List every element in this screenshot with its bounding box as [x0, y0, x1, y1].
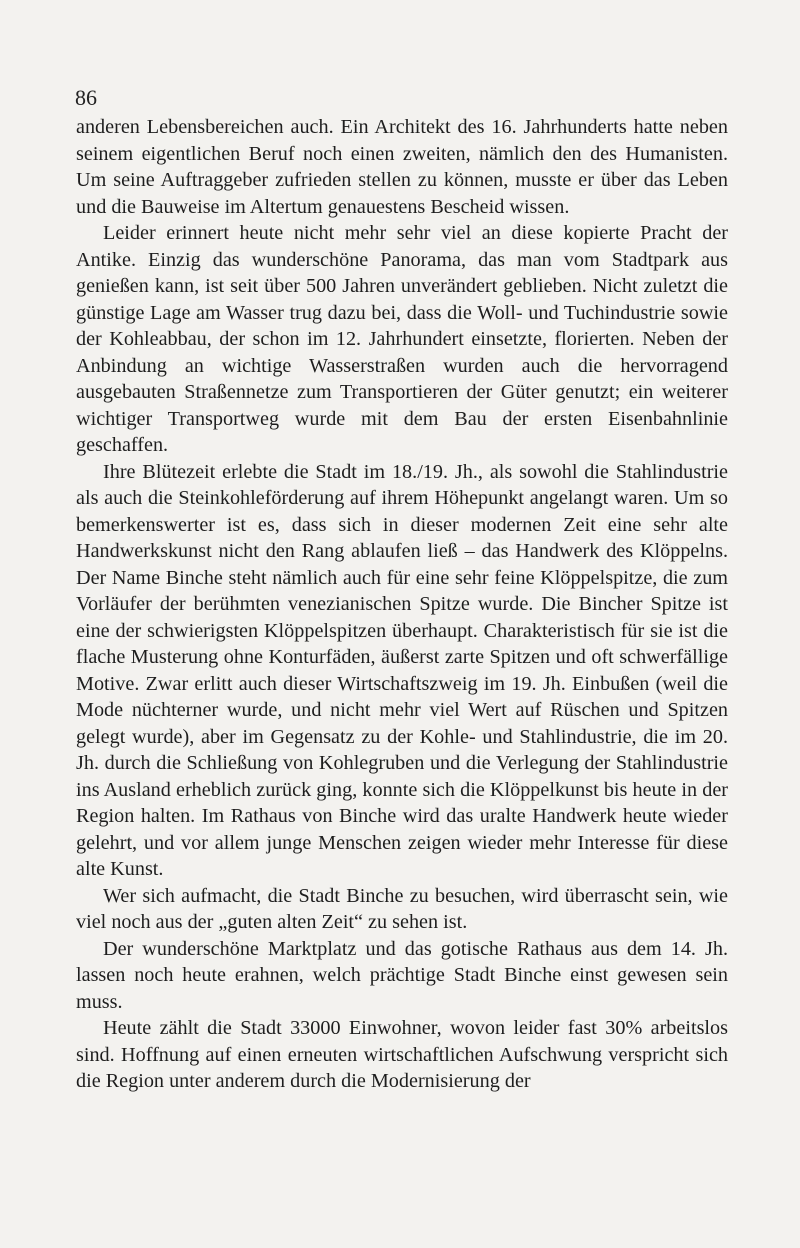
paragraph-6: Heute zählt die Stadt 33000 Einwohner, wovon leider fast 30% arbeitslos sind. Hoffnung auf einen erneuten wirtschaftlichen Aufschwung verspricht sich die Region unter anderem durch die Modernisierung der: [76, 1017, 728, 1092]
body-text: [76, 114, 728, 1095]
paragraph-3: Ihre Blütezeit erlebte die Stadt im 18./19. Jh., als sowohl die Stahlindustrie als auch die Steinkohleförderung auf ihrem Höhepunkt angelangt waren. Um so bemerkenswerter ist es, dass sich in dieser modernen Zeit eine sehr alte Handwerkskunst nicht den Rang ablaufen ließ – das Handwerk des Klöppelns. Der Name Binche steht nämlich auch für eine sehr feine Klöppelspitze, die zum Vorläufer der berühmten venezianischen Spitze wurde. Die Bincher Spitze ist eine der schwierigsten Klöppelspitzen überhaupt. Charakteristisch für sie ist die flache Musterung ohne Konturfäden, äußerst zarte Spitzen und oft schwerfällige Motive. Zwar erlitt auch dieser Wirtschaftszweig im 19. Jh. Einbußen (weil die Mode nüchterner wurde, und nicht mehr viel Wert auf Rüschen und Spitzen gelegt wurde), aber im Gegensatz zu der Kohle- und Stahlindustrie, die im 20. Jh. durch die Schließung von Kohlegruben und die Verlegung der Stahlindustrie ins Ausland erheblich zurück ging, konnte sich die Klöppelkunst bis heute in der Region halten. Im Rathaus von Binche wird das uralte Handwerk heute wieder gelehrt, und vor allem junge Menschen zeigen wieder mehr Interesse für diese alte Kunst.: [76, 460, 728, 880]
paragraph-1: anderen Lebensbereichen auch. Ein Architekt des 16. Jahrhunderts hatte neben seinem eigentlichen Beruf noch einen zweiten, nämlich den des Humanisten. Um seine Auftraggeber zufrieden stellen zu können, musste er über das Leben und die Bauweise im Altertum genauestens Bescheid wissen.: [76, 116, 728, 218]
paragraph-2: Leider erinnert heute nicht mehr sehr viel an diese kopierte Pracht der Antike. Einzig das wunderschöne Panorama, das man vom Stadtpark aus genießen kann, ist seit über 500 Jahren unverändert geblieben. Nicht zuletzt die günstige Lage am Wasser trug dazu bei, dass die Woll- und Tuchindustrie sowie der Kohleabbau, der schon im 12. Jahrhundert einsetzte, florierten. Neben der Anbindung an wichtige Wasserstraßen wurden auch die hervorragend ausgebauten Straßennetze zum Transportieren der Güter genutzt; ein weiterer wichtiger Transportweg wurde mit dem Bau der ersten Eisenbahnlinie geschaffen.: [76, 222, 728, 456]
paragraph-5: Der wunderschöne Marktplatz und das gotische Rathaus aus dem 14. Jh. lassen noch heute erahnen, welch prächtige Stadt Binche einst gewesen sein muss.: [76, 937, 728, 1013]
paragraph-4: Wer sich aufmacht, die Stadt Binche zu besuchen, wird überrascht sein, wie viel noch aus der „guten alten Zeit“ zu sehen ist.: [76, 884, 728, 933]
page-number: 86: [75, 85, 97, 110]
